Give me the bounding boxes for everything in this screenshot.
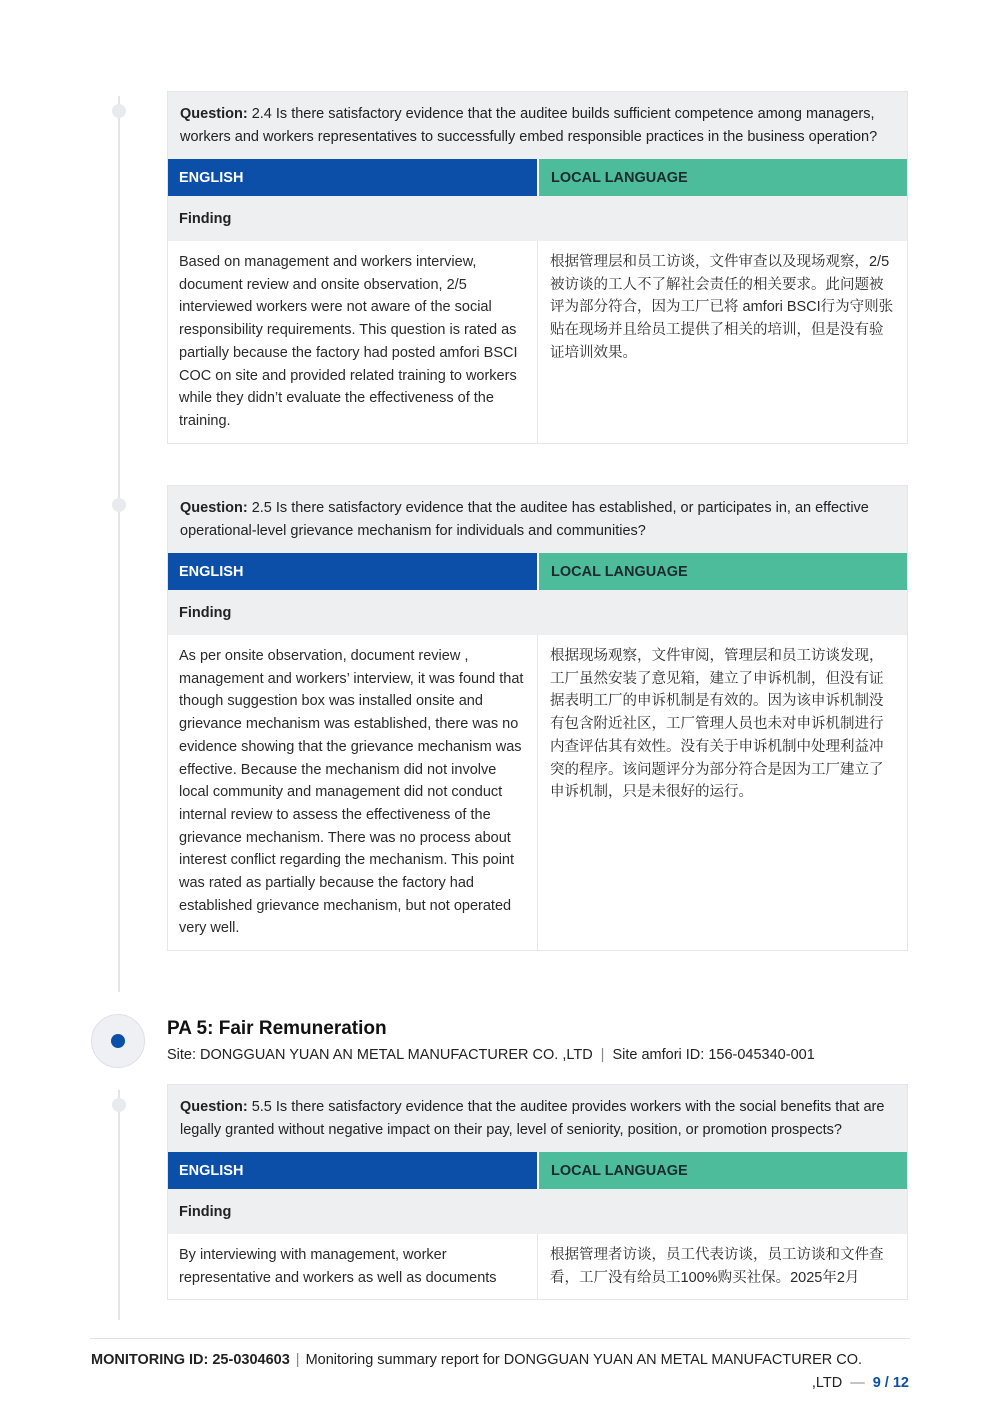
finding-english: By interviewing with management, worker representative and workers as well as documents [168, 1234, 538, 1299]
finding-local: 根据现场观察，文件审阅，管理层和员工访谈发现，工厂虽然安装了意见箱，建立了申诉机制，但没有证据表明工厂的申诉机制是有效的。因为该申诉机制没有包含附近社区，工厂管理人员也未对申诉机制进行内查评估其有效性。没有关于申诉机制中处理利益冲突的程序。该问题评分为部分符合是因为工厂建立了申诉机制，只是未很好的运行。 [550, 648, 884, 801]
timeline-line-top [118, 96, 120, 992]
english-header: ENGLISH [168, 159, 537, 196]
question-text: Question: 2.5 Is there satisfactory evidence that the auditee has established, or participates in, an effective operational-level grievance mechanism for individuals and communities? [168, 486, 907, 553]
finding-local: 根据管理层和员工访谈，文件审查以及现场观察，2/5被访谈的工人不了解社会责任的相关要求。此问题被评为部分符合，因为工厂已将 amfori BSCI行为守则张贴在现场并且给员工提供了相关的培训，但是没有验证培训效果。 [550, 254, 894, 361]
section-site-info [167, 1047, 815, 1063]
page-number: 9 / 12 [872, 1375, 909, 1391]
finding-english: Based on management and workers interview, document review and onsite observation, 2/5 interviewed workers were not aware of the social responsibility requirements. This question is rated as partially because the factory had posted amfori BSCI COC on site and provided related training to workers while they didn’t evaluate the effectiveness of the training. [168, 241, 538, 443]
section-title: PA 5: Fair Remuneration [167, 1018, 387, 1039]
question-text: Question: 5.5 Is there satisfactory evidence that the auditee provides workers with the social benefits that are legally granted without negative impact on their pay, level of seniority, position, or promotion prospects? [168, 1085, 907, 1152]
english-header: ENGLISH [168, 1152, 537, 1189]
footer-divider [90, 1338, 910, 1339]
report-title-cont: ,LTD [811, 1375, 843, 1391]
question-block-2-5 [167, 485, 908, 951]
finding-label: Finding [168, 590, 907, 635]
english-header: ENGLISH [168, 553, 537, 590]
dash: — [850, 1375, 865, 1391]
finding-label: Finding [168, 196, 907, 241]
separator: | [295, 1352, 300, 1368]
question-block-5-5 [167, 1084, 908, 1300]
local-language-header: LOCAL LANGUAGE [539, 553, 907, 590]
timeline-dot [112, 104, 126, 118]
site-amfori-id: Site amfori ID: 156-045340-001 [612, 1047, 815, 1063]
site-name: Site: DONGGUAN YUAN AN METAL MANUFACTURER CO. ,LTD [167, 1047, 593, 1063]
finding-label: Finding [168, 1189, 907, 1234]
separator: | [600, 1047, 605, 1063]
finding-local: 根据管理者访谈，员工代表访谈，员工访谈和文件查看，工厂没有给员工100%购买社保。2025年2月 [550, 1247, 884, 1286]
question-text: Question: 2.4 Is there satisfactory evidence that the auditee builds sufficient competence among managers, workers and workers representatives to successfully embed responsible practices in the business operation? [168, 92, 907, 159]
section-marker-icon [91, 1014, 145, 1068]
report-title: Monitoring summary report for DONGGUAN YUAN AN METAL MANUFACTURER CO. [305, 1352, 863, 1368]
question-block-2-4 [167, 91, 908, 444]
timeline-dot [112, 498, 126, 512]
timeline-line-bottom [118, 1090, 120, 1320]
local-language-header: LOCAL LANGUAGE [539, 1152, 907, 1189]
timeline-dot [112, 1098, 126, 1112]
finding-english: As per onsite observation, document review , management and workers’ interview, it was found that though suggestion box was installed onsite and grievance mechanism was established, there was no evidence showing that the grievance mechanism was effective. Because the mechanism did not involve local community and management did not conduct internal review to assess the effectiveness of the grievance mechanism. There was no process about interest conflict regarding the mechanism. This point was rated as partially because the factory had established grievance mechanism, but not operated very well. [168, 635, 538, 950]
monitoring-id: MONITORING ID: 25-0304603 [91, 1352, 290, 1368]
page-footer [91, 1349, 909, 1395]
local-language-header: LOCAL LANGUAGE [539, 159, 907, 196]
